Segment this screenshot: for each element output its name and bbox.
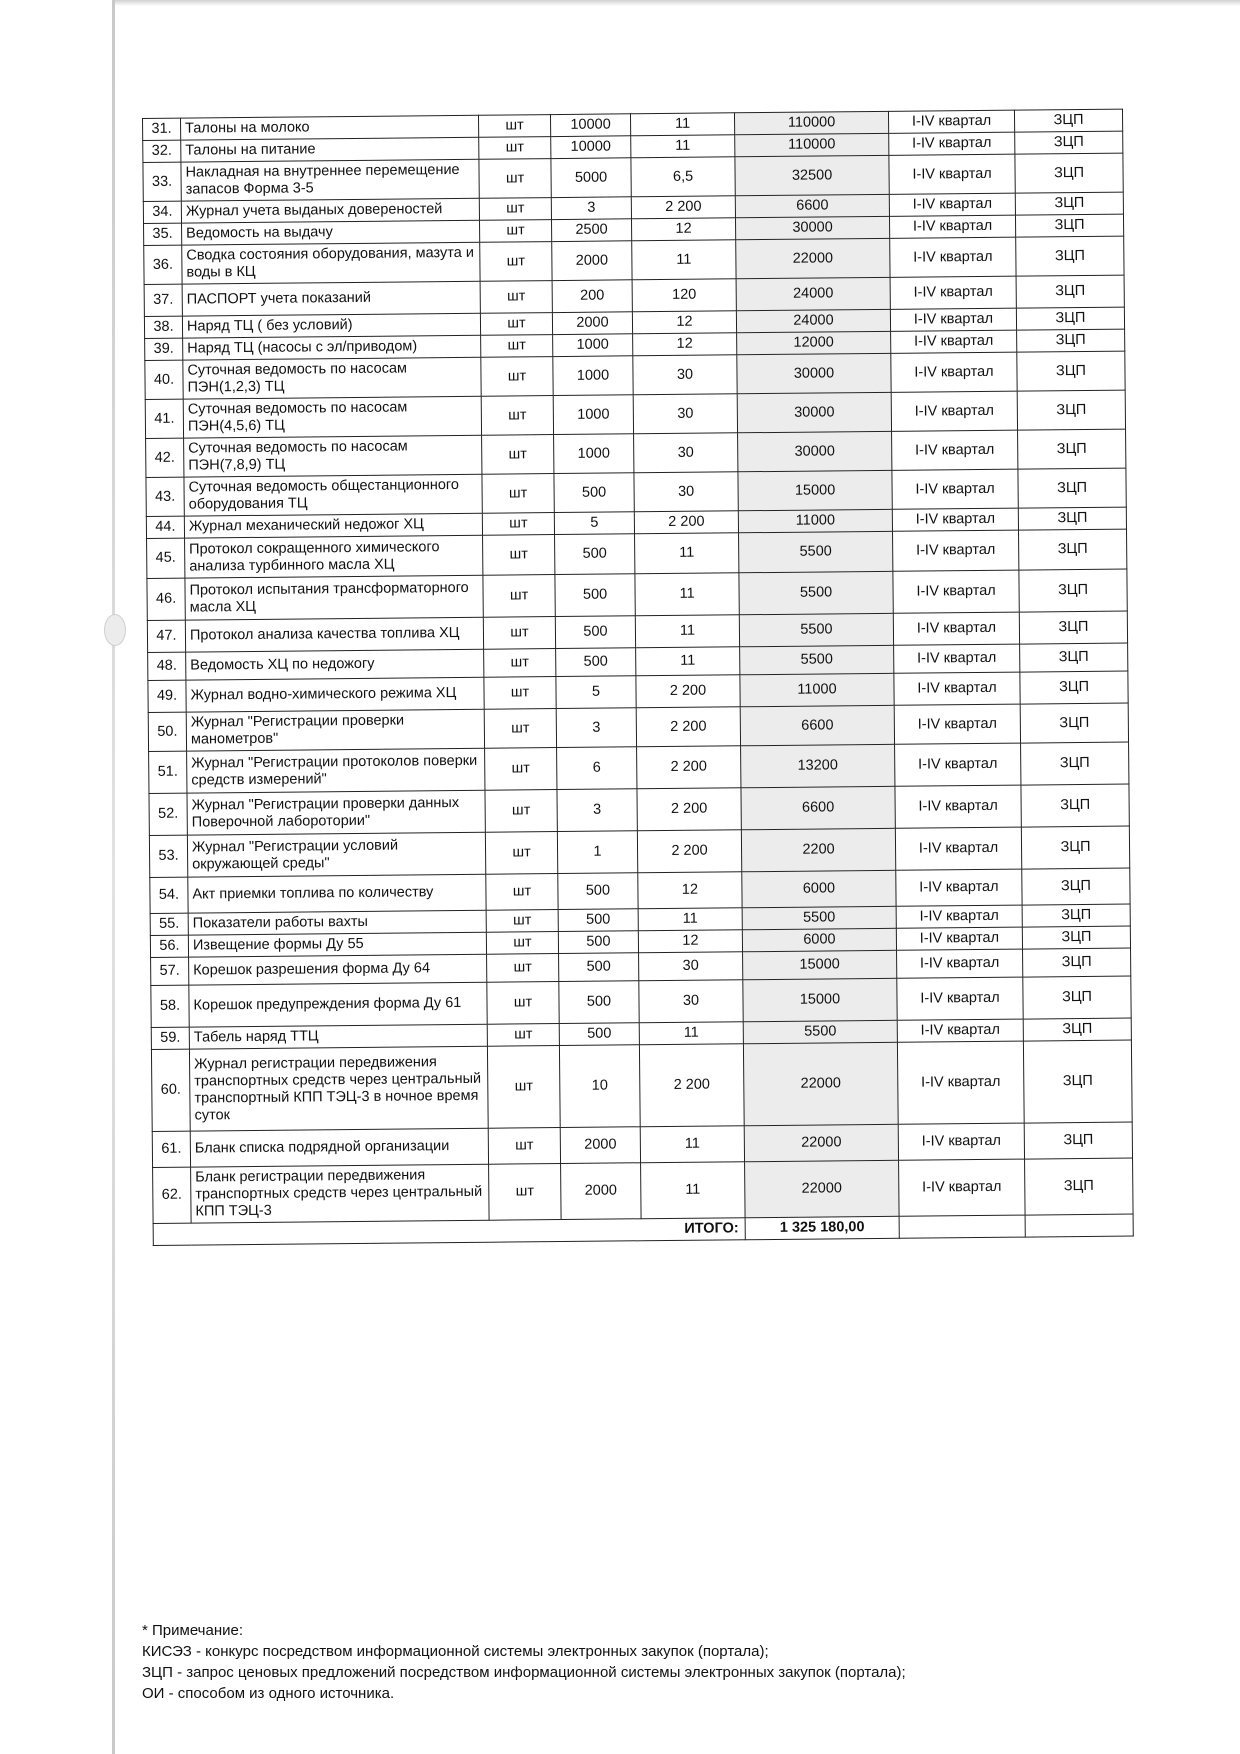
item-unit: шт [481, 396, 553, 436]
item-method: ЗЦП [1020, 703, 1128, 743]
item-method: ЗЦП [1021, 784, 1129, 827]
item-quantity: 3 [556, 708, 636, 748]
item-period: I-IV квартал [897, 949, 1023, 978]
item-quantity: 10 [559, 1045, 640, 1128]
item-period: I-IV квартал [894, 644, 1020, 673]
item-price: 11 [635, 615, 739, 648]
item-unit: шт [479, 137, 551, 160]
item-name: Корешок разрешения форма Ду 64 [189, 954, 487, 985]
item-number: 33. [143, 162, 181, 201]
item-number: 46. [147, 578, 185, 620]
item-method: ЗЦП [1015, 192, 1123, 215]
item-price: 30 [639, 952, 743, 981]
item-sum: 22000 [736, 238, 890, 278]
item-price: 2 200 [636, 707, 740, 747]
item-sum: 6000 [742, 870, 896, 907]
footnote [142, 1620, 1142, 1704]
item-quantity: 500 [559, 1023, 639, 1046]
item-name: Бланк списка подрядной организации [190, 1128, 488, 1167]
item-period: I-IV квартал [893, 570, 1019, 613]
item-number: 56. [150, 935, 188, 957]
item-quantity: 2000 [552, 312, 632, 335]
item-method: ЗЦП [1020, 643, 1128, 672]
item-quantity: 5000 [551, 158, 631, 198]
item-unit: шт [486, 910, 558, 933]
item-name: Журнал регистрации передвижения транспортных средств через центральный транспортный КПП ТЭЦ-3 в ночное время суток [189, 1046, 488, 1131]
item-sum: 13200 [741, 744, 895, 787]
item-unit: шт [479, 159, 551, 199]
item-name: Табель наряд ТТЦ [189, 1024, 487, 1049]
item-method: ЗЦП [1024, 1122, 1132, 1159]
item-unit: шт [484, 649, 556, 678]
item-number: 61. [152, 1131, 190, 1167]
item-sum: 30000 [737, 392, 891, 432]
item-quantity: 5 [554, 512, 634, 535]
item-name: Показатели работы вахты [188, 910, 486, 935]
scan-edge-left [112, 0, 115, 1754]
item-sum: 6600 [741, 786, 895, 829]
item-unit: шт [482, 474, 554, 514]
item-name: Журнал механический недожог ХЦ [184, 513, 482, 538]
item-period: I-IV квартал [897, 977, 1023, 1020]
item-method: ЗЦП [1018, 529, 1126, 570]
item-sum: 5500 [743, 1020, 897, 1043]
item-sum: 24000 [736, 309, 890, 332]
item-sum: 5500 [742, 906, 896, 929]
item-quantity: 6 [557, 747, 637, 790]
footnote-line: КИСЭЗ - конкурс посредством информационной системы электронных закупок (портала); [142, 1643, 769, 1660]
item-period: I-IV квартал [892, 469, 1018, 509]
item-sum: 32500 [735, 155, 889, 195]
table-body [143, 109, 1134, 1223]
item-number: 57. [151, 957, 189, 985]
item-unit: шт [485, 748, 557, 791]
item-name: Суточная ведомость общестанционного оборудования ТЦ [184, 474, 482, 516]
item-price: 2 200 [634, 511, 738, 534]
item-name: Журнал учета выданых довереностей [181, 198, 479, 223]
item-period: I-IV квартал [896, 869, 1022, 906]
item-price: 11 [631, 135, 735, 158]
item-method: ЗЦП [1023, 1018, 1131, 1041]
item-unit: шт [484, 709, 556, 749]
item-method: ЗЦП [1018, 429, 1126, 469]
item-quantity: 10000 [551, 136, 631, 159]
item-quantity: 2000 [561, 1163, 642, 1220]
item-number: 32. [143, 140, 181, 162]
item-method: ЗЦП [1014, 109, 1122, 132]
item-name: Журнал "Регистрации условий окружающей среды" [187, 832, 485, 877]
item-price: 12 [638, 872, 742, 909]
item-name: Суточная ведомость по насосам ПЭН(4,5,6) ТЦ [183, 396, 481, 438]
item-method: ЗЦП [1017, 390, 1125, 430]
item-sum: 30000 [735, 216, 889, 239]
item-price: 2 200 [637, 830, 741, 873]
item-method: ЗЦП [1022, 926, 1130, 949]
item-sum: 2200 [741, 828, 895, 871]
item-number: 36. [144, 245, 182, 284]
item-price: 11 [638, 908, 742, 931]
item-sum: 22000 [745, 1160, 900, 1217]
item-period: I-IV квартал [894, 672, 1020, 705]
item-name: Извещение формы Ду 55 [188, 932, 486, 957]
item-sum: 5500 [739, 571, 893, 614]
item-price: 11 [635, 573, 739, 616]
item-number: 49. [148, 680, 186, 712]
item-period: I-IV квартал [898, 1123, 1024, 1160]
item-price: 2 200 [631, 196, 735, 219]
item-name: Протокол испытания трансформаторного масла ХЦ [185, 575, 483, 620]
item-sum: 30000 [737, 353, 891, 393]
item-price: 11 [635, 533, 739, 574]
item-unit: шт [483, 575, 555, 618]
item-number: 59. [151, 1027, 189, 1049]
item-number: 52. [149, 793, 187, 835]
item-name: Протокол сокращенного химического анализа турбинного масла ХЦ [185, 535, 483, 578]
item-quantity: 500 [558, 873, 638, 910]
item-sum: 15000 [738, 470, 892, 510]
punch-hole [104, 614, 126, 646]
item-method: ЗЦП [1023, 1040, 1132, 1123]
item-price: 11 [639, 1022, 743, 1045]
footnote-line: ОИ - способом из одного источника. [142, 1685, 395, 1702]
item-price: 2 200 [637, 788, 741, 831]
item-name: Ведомость на выдачу [182, 220, 480, 245]
item-price: 11 [641, 1162, 746, 1219]
item-sum: 5500 [740, 645, 894, 674]
item-quantity: 500 [558, 909, 638, 932]
item-sum: 30000 [738, 431, 892, 471]
item-unit: шт [485, 832, 557, 875]
item-price: 30 [639, 980, 743, 1023]
item-name: ПАСПОРТ учета показаний [182, 281, 480, 316]
item-name: Талоны на питание [181, 137, 479, 162]
item-unit: шт [482, 435, 554, 475]
item-sum: 5500 [739, 531, 893, 572]
item-name: Сводка состояния оборудования, мазута и воды в КЦ [182, 242, 480, 284]
item-quantity: 3 [551, 197, 631, 220]
item-unit: шт [483, 535, 555, 576]
item-quantity: 2500 [551, 219, 631, 242]
item-sum: 22000 [744, 1124, 898, 1161]
item-quantity: 1000 [554, 434, 634, 474]
item-number: 37. [144, 284, 182, 316]
item-quantity: 1000 [553, 334, 633, 357]
item-price: 6,5 [631, 157, 735, 197]
item-price: 12 [638, 930, 742, 953]
item-number: 60. [151, 1049, 190, 1131]
item-number: 38. [144, 316, 182, 338]
item-number: 41. [145, 399, 183, 438]
procurement-table-container [142, 109, 1133, 1246]
item-name: Акт приемки топлива по количеству [188, 874, 486, 913]
item-quantity: 1 [557, 831, 637, 874]
item-unit: шт [481, 357, 553, 397]
item-period: I-IV квартал [897, 1041, 1024, 1124]
item-name: Журнал "Регистрации проверки манометров" [186, 709, 484, 751]
item-unit: шт [479, 220, 551, 243]
item-unit: шт [486, 932, 558, 955]
item-unit: шт [480, 242, 552, 282]
item-number: 55. [150, 913, 188, 935]
item-quantity: 500 [555, 574, 635, 617]
item-quantity: 200 [552, 280, 632, 313]
item-quantity: 1000 [553, 395, 633, 435]
item-sum: 15000 [743, 950, 897, 979]
item-method: ЗЦП [1022, 904, 1130, 927]
item-method: ЗЦП [1021, 742, 1129, 785]
item-price: 30 [633, 394, 737, 434]
item-period: I-IV квартал [893, 530, 1019, 571]
item-name: Наряд ТЦ ( без условий) [182, 313, 480, 338]
item-unit: шт [487, 1046, 560, 1129]
item-method: ЗЦП [1023, 948, 1131, 977]
item-period: I-IV квартал [891, 391, 1017, 431]
item-period: I-IV квартал [892, 430, 1018, 470]
total-empty-cell [1025, 1214, 1133, 1237]
item-price: 2 200 [636, 675, 740, 708]
item-method: ЗЦП [1017, 351, 1125, 391]
item-method: ЗЦП [1021, 826, 1129, 869]
table-row [153, 1158, 1133, 1223]
item-number: 31. [143, 118, 181, 140]
item-method: ЗЦП [1020, 671, 1128, 704]
item-period: I-IV квартал [889, 215, 1015, 238]
item-method: ЗЦП [1016, 236, 1124, 276]
item-quantity: 500 [559, 981, 639, 1024]
item-quantity: 500 [556, 648, 636, 677]
item-sum: 22000 [743, 1042, 898, 1125]
item-unit: шт [479, 198, 551, 221]
total-value: 1 325 180,00 [745, 1216, 899, 1239]
item-period: I-IV квартал [894, 704, 1020, 744]
item-method: ЗЦП [1015, 214, 1123, 237]
item-name: Протокол анализа качества топлива ХЦ [185, 617, 483, 652]
item-number: 48. [148, 652, 186, 680]
item-quantity: 3 [557, 789, 637, 832]
item-price: 2 200 [637, 746, 741, 789]
item-sum: 6600 [740, 705, 894, 745]
item-name: Журнал "Регистрации проверки данных Поверочной лаборотории" [187, 790, 485, 835]
item-unit: шт [480, 281, 552, 314]
item-unit: шт [487, 982, 559, 1025]
item-period: I-IV квартал [889, 193, 1015, 216]
item-price: 12 [632, 311, 736, 334]
item-unit: шт [488, 1128, 560, 1165]
item-sum: 24000 [736, 277, 890, 310]
item-quantity: 500 [559, 953, 639, 982]
item-number: 45. [147, 538, 185, 578]
item-sum: 11000 [740, 673, 894, 706]
item-number: 62. [153, 1167, 192, 1223]
item-number: 44. [146, 516, 184, 538]
item-number: 42. [146, 438, 184, 477]
item-period: I-IV квартал [896, 927, 1022, 950]
item-sum: 5500 [739, 613, 893, 646]
item-period: I-IV квартал [890, 276, 1016, 309]
item-unit: шт [478, 115, 550, 138]
item-number: 40. [145, 360, 183, 399]
item-name: Накладная на внутреннее перемещение запасов Форма 3-5 [181, 159, 479, 201]
item-method: ЗЦП [1016, 307, 1124, 330]
item-unit: шт [484, 677, 556, 710]
item-name: Бланк регистрации передвижения транспортных средств через центральный КПП ТЭЦ-3 [191, 1164, 490, 1223]
item-method: ЗЦП [1025, 1158, 1134, 1215]
item-period: I-IV квартал [888, 110, 1014, 133]
item-number: 54. [150, 877, 188, 913]
item-sum: 6000 [742, 928, 896, 951]
item-name: Суточная ведомость по насосам ПЭН(1,2,3) ТЦ [183, 357, 481, 399]
item-quantity: 500 [558, 931, 638, 954]
item-sum: 12000 [737, 331, 891, 354]
item-unit: шт [486, 874, 558, 911]
item-period: I-IV квартал [890, 308, 1016, 331]
total-label: ИТОГО: [153, 1218, 745, 1246]
total-empty-cell [899, 1215, 1025, 1238]
item-period: I-IV квартал [891, 330, 1017, 353]
item-method: ЗЦП [1015, 153, 1123, 193]
item-sum: 15000 [743, 978, 897, 1021]
item-method: ЗЦП [1017, 329, 1125, 352]
item-number: 35. [144, 223, 182, 245]
item-price: 2 200 [639, 1044, 744, 1127]
item-price: 11 [632, 240, 736, 280]
table-row [151, 1040, 1132, 1131]
item-name: Талоны на молоко [181, 115, 479, 140]
item-method: ЗЦП [1019, 569, 1127, 612]
item-period: I-IV квартал [889, 132, 1015, 155]
item-number: 53. [149, 835, 187, 877]
item-quantity: 5 [556, 676, 636, 709]
item-unit: шт [481, 335, 553, 358]
item-price: 120 [632, 279, 736, 312]
item-period: I-IV квартал [895, 743, 1021, 786]
item-period: I-IV квартал [890, 237, 1016, 277]
item-period: I-IV квартал [889, 154, 1015, 194]
item-quantity: 2000 [560, 1127, 640, 1164]
item-number: 50. [148, 712, 186, 751]
item-price: 30 [634, 472, 738, 512]
item-unit: шт [487, 954, 559, 983]
item-period: I-IV квартал [899, 1159, 1026, 1216]
item-price: 11 [630, 113, 734, 136]
item-price: 11 [640, 1126, 744, 1163]
item-unit: шт [483, 617, 555, 650]
item-method: ЗЦП [1018, 507, 1126, 530]
item-price: 11 [636, 647, 740, 676]
item-number: 39. [145, 338, 183, 360]
item-quantity: 1000 [553, 356, 633, 396]
item-unit: шт [482, 513, 554, 536]
procurement-table [142, 109, 1134, 1246]
item-method: ЗЦП [1015, 131, 1123, 154]
item-period: I-IV квартал [893, 612, 1019, 645]
item-sum: 11000 [738, 509, 892, 532]
item-price: 12 [633, 333, 737, 356]
item-sum: 110000 [735, 133, 889, 156]
item-number: 58. [151, 985, 189, 1027]
item-period: I-IV квартал [895, 785, 1021, 828]
item-method: ЗЦП [1016, 275, 1124, 308]
item-number: 43. [146, 477, 184, 516]
item-name: Журнал водно-химического режима ХЦ [186, 677, 484, 712]
item-period: I-IV квартал [892, 508, 1018, 531]
item-period: I-IV квартал [896, 905, 1022, 928]
item-sum: 6600 [735, 194, 889, 217]
item-name: Корешок предупреждения форма Ду 61 [189, 982, 487, 1027]
item-method: ЗЦП [1023, 976, 1131, 1019]
item-unit: шт [480, 313, 552, 336]
item-name: Суточная ведомость по насосам ПЭН(7,8,9) ТЦ [184, 435, 482, 477]
item-period: I-IV квартал [895, 827, 1021, 870]
scan-edge-top [115, 0, 1240, 6]
item-period: I-IV квартал [897, 1019, 1023, 1042]
item-quantity: 500 [554, 473, 634, 513]
item-method: ЗЦП [1022, 868, 1130, 905]
item-quantity: 500 [555, 616, 635, 649]
item-method: ЗЦП [1019, 611, 1127, 644]
item-price: 30 [634, 433, 738, 473]
item-number: 51. [149, 751, 187, 793]
item-name: Ведомость ХЦ по недожогу [186, 649, 484, 680]
item-sum: 110000 [734, 111, 888, 134]
item-number: 34. [143, 201, 181, 223]
item-method: ЗЦП [1018, 468, 1126, 508]
item-unit: шт [485, 790, 557, 833]
item-name: Журнал "Регистрации протоколов поверки средств измерений" [187, 748, 485, 793]
item-quantity: 10000 [550, 114, 630, 137]
item-name: Наряд ТЦ (насосы с эл/приводом) [183, 335, 481, 360]
item-price: 12 [631, 218, 735, 241]
item-quantity: 2000 [552, 241, 632, 281]
item-price: 30 [633, 355, 737, 395]
footnote-title: * Примечание: [142, 1622, 243, 1639]
item-unit: шт [489, 1164, 562, 1221]
item-unit: шт [487, 1024, 559, 1047]
item-period: I-IV квартал [891, 352, 1017, 392]
footnote-line: ЗЦП - запрос ценовых предложений посредством информационной системы электронных закупок (портала); [142, 1664, 906, 1681]
item-number: 47. [147, 620, 185, 652]
item-quantity: 500 [555, 534, 635, 575]
